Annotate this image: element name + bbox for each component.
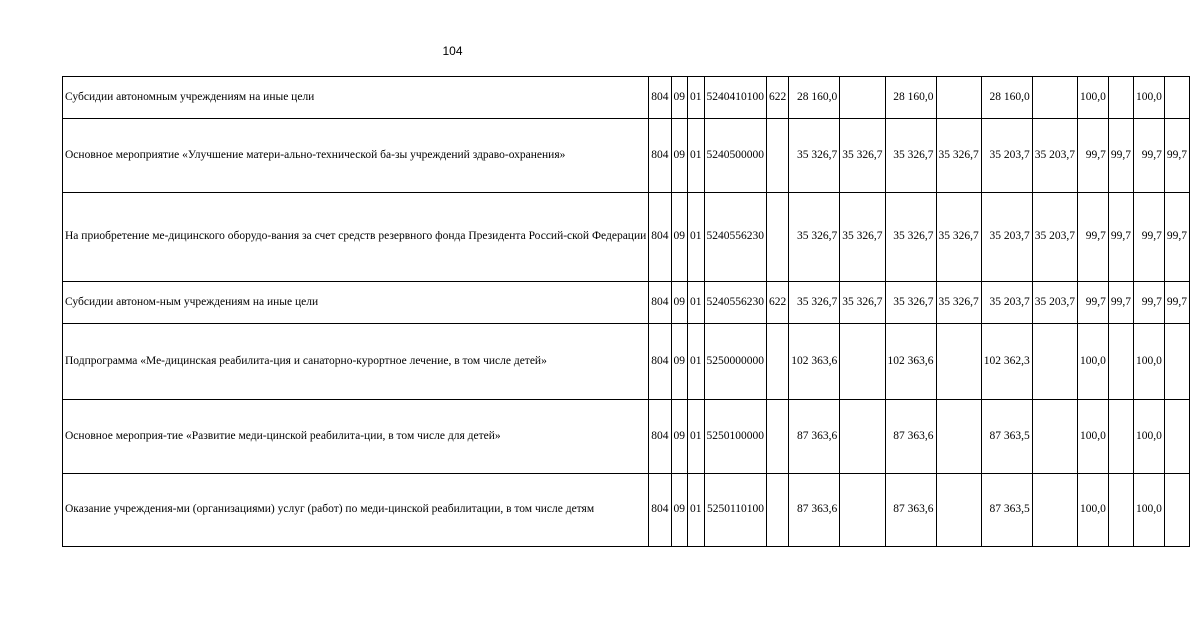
grbs-code-cell: 804 (649, 282, 671, 324)
amount-cell-5: 87 363,5 (981, 400, 1032, 474)
percent-cell-4: 99,7 (1164, 193, 1189, 282)
percent-cell-4: 99,7 (1164, 282, 1189, 324)
subsection-code-cell: 01 (688, 474, 705, 547)
percent-cell-3: 100,0 (1134, 77, 1165, 119)
percent-cell-2: 99,7 (1108, 282, 1133, 324)
percent-cell-4 (1164, 77, 1189, 119)
section-code-cell: 09 (671, 400, 688, 474)
percent-cell-3: 100,0 (1134, 400, 1165, 474)
subsection-code-cell: 01 (688, 282, 705, 324)
percent-cell-3: 99,7 (1134, 119, 1165, 193)
expense-type-code-cell (767, 400, 789, 474)
target-article-code-cell: 5250000000 (704, 324, 767, 400)
row-name-cell: Субсидии автоном-ным учреждениям на иные цели (63, 282, 649, 324)
percent-cell-4 (1164, 324, 1189, 400)
amount-cell-5: 102 362,3 (981, 324, 1032, 400)
section-code-cell: 09 (671, 474, 688, 547)
amount-cell-4 (936, 400, 981, 474)
target-article-code-cell: 5240556230 (704, 282, 767, 324)
percent-cell-3: 99,7 (1134, 193, 1165, 282)
grbs-code-cell: 804 (649, 119, 671, 193)
percent-cell-1: 100,0 (1078, 400, 1109, 474)
row-name-cell: Субсидии автономным учреждениям на иные цели (63, 77, 649, 119)
table-row (63, 77, 1190, 119)
expense-type-code-cell: 622 (767, 282, 789, 324)
row-name-cell: На приобретение ме-дицинского оборудо-вания за счет средств резервного фонда Президента Россий-ской Федерации (63, 193, 649, 282)
table-row (63, 474, 1190, 547)
amount-cell-3: 87 363,6 (885, 400, 936, 474)
percent-cell-4 (1164, 400, 1189, 474)
amount-cell-5: 28 160,0 (981, 77, 1032, 119)
subsection-code-cell: 01 (688, 193, 705, 282)
amount-cell-2 (840, 474, 885, 547)
table-row (63, 193, 1190, 282)
amount-cell-2 (840, 400, 885, 474)
budget-table (62, 76, 1190, 547)
amount-cell-6 (1032, 77, 1077, 119)
table-row (63, 324, 1190, 400)
amount-cell-1: 87 363,6 (789, 400, 840, 474)
expense-type-code-cell (767, 193, 789, 282)
amount-cell-5: 35 203,7 (981, 119, 1032, 193)
amount-cell-3: 102 363,6 (885, 324, 936, 400)
amount-cell-3: 87 363,6 (885, 474, 936, 547)
amount-cell-4 (936, 77, 981, 119)
grbs-code-cell: 804 (649, 77, 671, 119)
amount-cell-4: 35 326,7 (936, 282, 981, 324)
percent-cell-1: 100,0 (1078, 77, 1109, 119)
amount-cell-4: 35 326,7 (936, 119, 981, 193)
row-name-cell: Основное мероприятие «Улучшение матери-ально-технической ба-зы учреждений здраво-охранения» (63, 119, 649, 193)
row-name-cell: Оказание учреждения-ми (организациями) услуг (работ) по меди-цинской реабилитации, в том числе детям (63, 474, 649, 547)
target-article-code-cell: 5240410100 (704, 77, 767, 119)
amount-cell-4 (936, 324, 981, 400)
amount-cell-2: 35 326,7 (840, 119, 885, 193)
row-name-cell: Основное мероприя-тие «Развитие меди-цинской реабилита-ции, в том числе для детей» (63, 400, 649, 474)
amount-cell-1: 87 363,6 (789, 474, 840, 547)
section-code-cell: 09 (671, 193, 688, 282)
percent-cell-3: 100,0 (1134, 324, 1165, 400)
row-name-cell: Подпрограмма «Ме-дицинская реабилита-ция и санаторно-курортное лечение, в том числе детей» (63, 324, 649, 400)
table-row (63, 400, 1190, 474)
amount-cell-6: 35 203,7 (1032, 119, 1077, 193)
amount-cell-5: 35 203,7 (981, 282, 1032, 324)
table-body (63, 77, 1190, 547)
amount-cell-4 (936, 474, 981, 547)
table-row (63, 282, 1190, 324)
page-number: 104 (442, 44, 463, 58)
amount-cell-1: 35 326,7 (789, 282, 840, 324)
grbs-code-cell: 804 (649, 193, 671, 282)
amount-cell-2 (840, 324, 885, 400)
amount-cell-3: 35 326,7 (885, 193, 936, 282)
section-code-cell: 09 (671, 324, 688, 400)
percent-cell-4 (1164, 474, 1189, 547)
percent-cell-2 (1108, 400, 1133, 474)
amount-cell-6: 35 203,7 (1032, 282, 1077, 324)
amount-cell-6 (1032, 400, 1077, 474)
amount-cell-2: 35 326,7 (840, 193, 885, 282)
amount-cell-2: 35 326,7 (840, 282, 885, 324)
amount-cell-5: 35 203,7 (981, 193, 1032, 282)
subsection-code-cell: 01 (688, 119, 705, 193)
percent-cell-1: 100,0 (1078, 324, 1109, 400)
percent-cell-2: 99,7 (1108, 193, 1133, 282)
percent-cell-3: 100,0 (1134, 474, 1165, 547)
amount-cell-6: 35 203,7 (1032, 193, 1077, 282)
expense-type-code-cell: 622 (767, 77, 789, 119)
target-article-code-cell: 5250100000 (704, 400, 767, 474)
subsection-code-cell: 01 (688, 77, 705, 119)
table-row (63, 119, 1190, 193)
subsection-code-cell: 01 (688, 324, 705, 400)
section-code-cell: 09 (671, 282, 688, 324)
amount-cell-2 (840, 77, 885, 119)
section-code-cell: 09 (671, 77, 688, 119)
target-article-code-cell: 5240556230 (704, 193, 767, 282)
amount-cell-1: 102 363,6 (789, 324, 840, 400)
section-code-cell: 09 (671, 119, 688, 193)
amount-cell-1: 35 326,7 (789, 119, 840, 193)
percent-cell-3: 99,7 (1134, 282, 1165, 324)
grbs-code-cell: 804 (649, 324, 671, 400)
grbs-code-cell: 804 (649, 400, 671, 474)
percent-cell-1: 99,7 (1078, 282, 1109, 324)
percent-cell-1: 99,7 (1078, 193, 1109, 282)
percent-cell-1: 100,0 (1078, 474, 1109, 547)
amount-cell-6 (1032, 324, 1077, 400)
expense-type-code-cell (767, 324, 789, 400)
target-article-code-cell: 5240500000 (704, 119, 767, 193)
percent-cell-2 (1108, 474, 1133, 547)
amount-cell-4: 35 326,7 (936, 193, 981, 282)
percent-cell-4: 99,7 (1164, 119, 1189, 193)
percent-cell-2: 99,7 (1108, 119, 1133, 193)
percent-cell-2 (1108, 324, 1133, 400)
amount-cell-3: 28 160,0 (885, 77, 936, 119)
percent-cell-2 (1108, 77, 1133, 119)
amount-cell-1: 28 160,0 (789, 77, 840, 119)
expense-type-code-cell (767, 474, 789, 547)
amount-cell-1: 35 326,7 (789, 193, 840, 282)
amount-cell-3: 35 326,7 (885, 119, 936, 193)
amount-cell-6 (1032, 474, 1077, 547)
amount-cell-5: 87 363,5 (981, 474, 1032, 547)
subsection-code-cell: 01 (688, 400, 705, 474)
grbs-code-cell: 804 (649, 474, 671, 547)
expense-type-code-cell (767, 119, 789, 193)
percent-cell-1: 99,7 (1078, 119, 1109, 193)
amount-cell-3: 35 326,7 (885, 282, 936, 324)
target-article-code-cell: 5250110100 (704, 474, 767, 547)
